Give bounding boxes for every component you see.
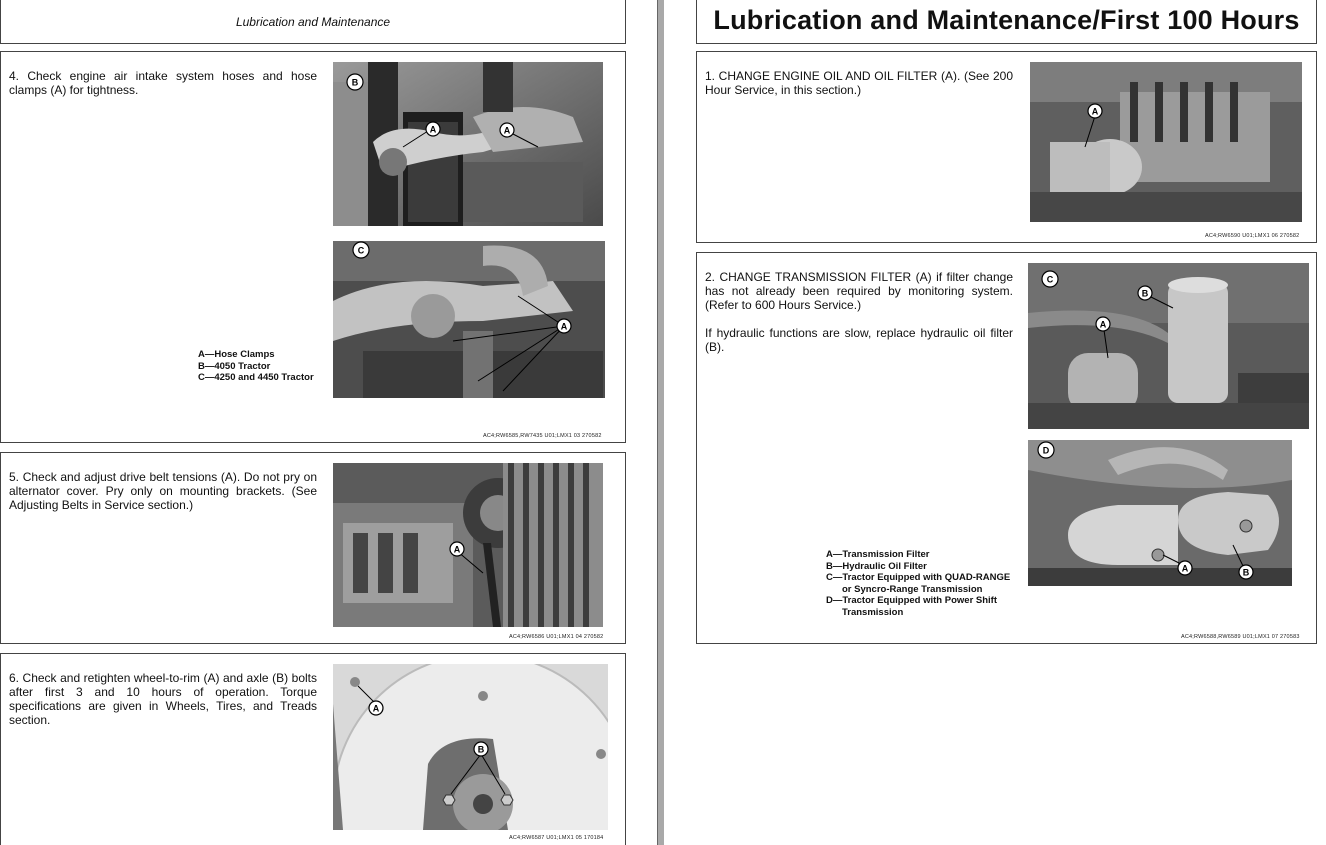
photo-callout-label: A [1099,319,1107,330]
legend-item: A—Transmission Filter [826,549,930,560]
engine-intake-photo-4250-4450 [333,241,605,398]
step-5-box [0,452,626,644]
step-6-text: 6. Check and retighten wheel-to-rim (A) and axle (B) bolts after first 3 and 10 hours of operation. Torque specifications are given in Wheels, Tires, and Treads section. [9,671,317,727]
photo-callout-label: B [1141,288,1149,299]
step-4-text: 4. Check engine air intake system hoses and hose clamps (A) for tightness. [9,69,317,97]
step-5-text: 5. Check and adjust drive belt tensions (A). Do not pry on alternator cover. Pry only on mounting brackets. (See Adjusting Belts in Service section.) [9,470,317,512]
step-1-box [696,51,1317,243]
legend-item: D—Tractor Equipped with Power Shift [826,595,998,607]
step-2-text-hydraulic: If hydraulic functions are slow, replace hydraulic oil filter (B). [705,326,1013,354]
photo-callout-label: C [1046,274,1054,285]
step-6-ref: AC4;RW6587 U01;LMX1 05 170184 [509,835,604,841]
step-4-legend [198,349,314,384]
right-page-title: Lubrication and Maintenance/First 100 Hours [713,5,1300,35]
legend-item: C—4250 and 4450 Tractor [198,372,314,384]
wheel-bolts-photo [333,664,608,830]
transmission-filter-photo-quad-range [1028,263,1309,429]
photo-callout-label: A [1091,106,1099,117]
photo-callout-label: B [351,77,359,88]
step-2-ref: AC4;RW6588,RW6589 U01;LMX1 07 270583 [1181,634,1300,640]
step-6-box [0,653,626,845]
photo-callout-label: B [1242,567,1250,578]
photo-callout-label: B [477,744,485,755]
legend-item: A—Hose Clamps [198,349,275,360]
photo-callout-label: A [453,544,461,555]
legend-item: C—Tractor Equipped with QUAD-RANGE [826,572,1011,584]
engine-intake-photo-4050 [333,62,603,226]
engine-oil-filter-photo [1030,62,1302,222]
legend-item: Transmission [842,606,904,618]
page-gutter [657,0,664,845]
left-header-box [0,0,626,44]
step-5-ref: AC4;RW6586 U01;LMX1 04 270582 [509,634,604,640]
right-title-box [696,0,1317,44]
photo-callout-label: C [357,245,365,256]
drive-belt-photo [333,463,603,627]
step-4-box [0,51,626,443]
left-page [0,0,657,845]
photo-callout-label: A [372,703,380,714]
photo-callout-label: A [503,125,511,136]
photo-callout-label: D [1042,445,1050,456]
photo-callout-label: A [560,321,568,332]
step-2-box [696,252,1317,644]
transmission-filter-photo-power-shift [1028,440,1292,586]
step-4-ref: AC4;RW6585,RW7435 U01;LMX1 03 270582 [483,433,602,439]
right-page [664,0,1326,845]
legend-item: B—4050 Tractor [198,360,271,372]
left-page-header: Lubrication and Maintenance [235,15,391,29]
photo-callout-label: A [429,124,437,135]
legend-item: B—Hydraulic Oil Filter [826,560,927,572]
legend-item: or Syncro-Range Transmission [842,583,983,595]
step-1-ref: AC4;RW6590 U01;LMX1 06 270582 [1205,233,1300,239]
step-2-text: 2. CHANGE TRANSMISSION FILTER (A) if filter change has not already been required by monitoring system. (Refer to 600 Hours Service.) [705,270,1013,312]
step-1-text: 1. CHANGE ENGINE OIL AND OIL FILTER (A). (See 200 Hour Service, in this section.) [705,69,1013,97]
step-2-legend [826,549,1010,619]
photo-callout-label: A [1181,563,1189,574]
